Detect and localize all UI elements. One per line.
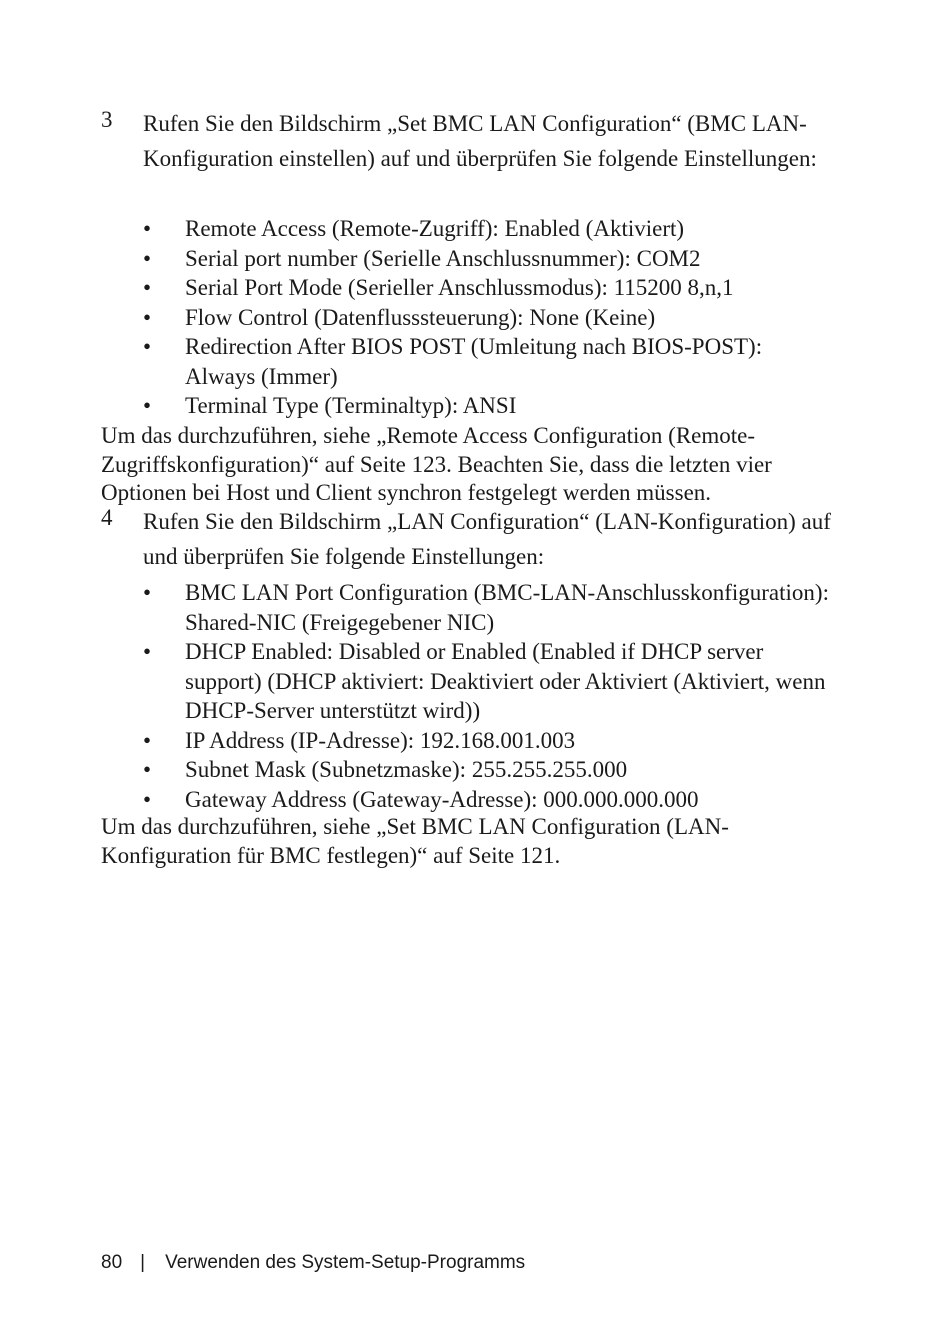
list-item: • IP Address (IP-Adresse): 192.168.001.003 <box>143 726 833 756</box>
list-item: • Serial port number (Serielle Anschlussnummer): COM2 <box>143 244 833 274</box>
bullet-icon: • <box>143 334 152 359</box>
step-number: 3 <box>101 107 113 132</box>
step-text: Rufen Sie den Bildschirm „Set BMC LAN Configuration“ (BMC LAN-Konfiguration einstellen) auf und überprüfen Sie folgende Einstellungen: <box>143 111 817 171</box>
bullet-icon: • <box>143 639 152 664</box>
list-item: • BMC LAN Port Configuration (BMC-LAN-Anschlusskonfiguration): Shared-NIC (Freigegebener NIC) <box>143 580 829 635</box>
list-item: • DHCP Enabled: Disabled or Enabled (Enabled if DHCP server support) (DHCP aktiviert: Deaktiviert oder Aktiviert (Aktiviert, wenn DHCP-Server unterstützt wird)) <box>143 639 826 723</box>
step-4 <box>101 505 841 574</box>
bullet-icon: • <box>143 786 152 812</box>
step-3 <box>101 107 841 176</box>
step-3-note: Um das durchzuführen, siehe „Remote Access Configuration (Remote-Zugriffskonfiguration)“ auf Seite 123. Beachten Sie, dass die letzten vier Optionen bei Host und Client synchron festgelegt werden müssen. <box>101 423 772 506</box>
step-text: Rufen Sie den Bildschirm „LAN Configuration“ (LAN-Konfiguration) auf und überprüfen Sie folgende Einstellungen: <box>143 509 831 569</box>
footer-separator: | <box>140 1252 146 1273</box>
list-item: • Remote Access (Remote-Zugriff): Enabled (Aktiviert) <box>143 214 833 244</box>
bullet-icon: • <box>143 727 152 753</box>
step-3-bullet-list <box>143 214 833 421</box>
list-item: • Serial Port Mode (Serieller Anschlussmodus): 115200 8,n,1 <box>143 273 833 303</box>
bullet-icon: • <box>143 393 152 418</box>
list-item: • Gateway Address (Gateway-Adresse): 000.000.000.000 <box>143 785 833 815</box>
footer-section-title: Verwenden des System-Setup-Programms <box>165 1252 526 1273</box>
page-footer <box>101 1252 525 1274</box>
step-4-bullet-list <box>143 578 833 814</box>
list-item: • Flow Control (Datenflusssteuerung): None (Keine) <box>143 303 833 333</box>
list-item: • Terminal Type (Terminaltyp): ANSI <box>143 391 833 421</box>
list-item: • Subnet Mask (Subnetzmaske): 255.255.255.000 <box>143 755 833 785</box>
bullet-icon: • <box>143 580 152 605</box>
bullet-icon: • <box>143 757 152 782</box>
bullet-icon: • <box>143 304 152 330</box>
step-4-note: Um das durchzuführen, siehe „Set BMC LAN Configuration (LAN-Konfiguration für BMC festlegen)“ auf Seite 121. <box>101 814 729 868</box>
step-number: 4 <box>101 505 113 530</box>
page-number: 80 <box>101 1252 123 1273</box>
list-item: • Redirection After BIOS POST (Umleitung nach BIOS-POST): Always (Immer) <box>143 334 763 389</box>
bullet-icon: • <box>143 245 152 271</box>
bullet-icon: • <box>143 216 152 241</box>
bullet-icon: • <box>143 275 152 300</box>
